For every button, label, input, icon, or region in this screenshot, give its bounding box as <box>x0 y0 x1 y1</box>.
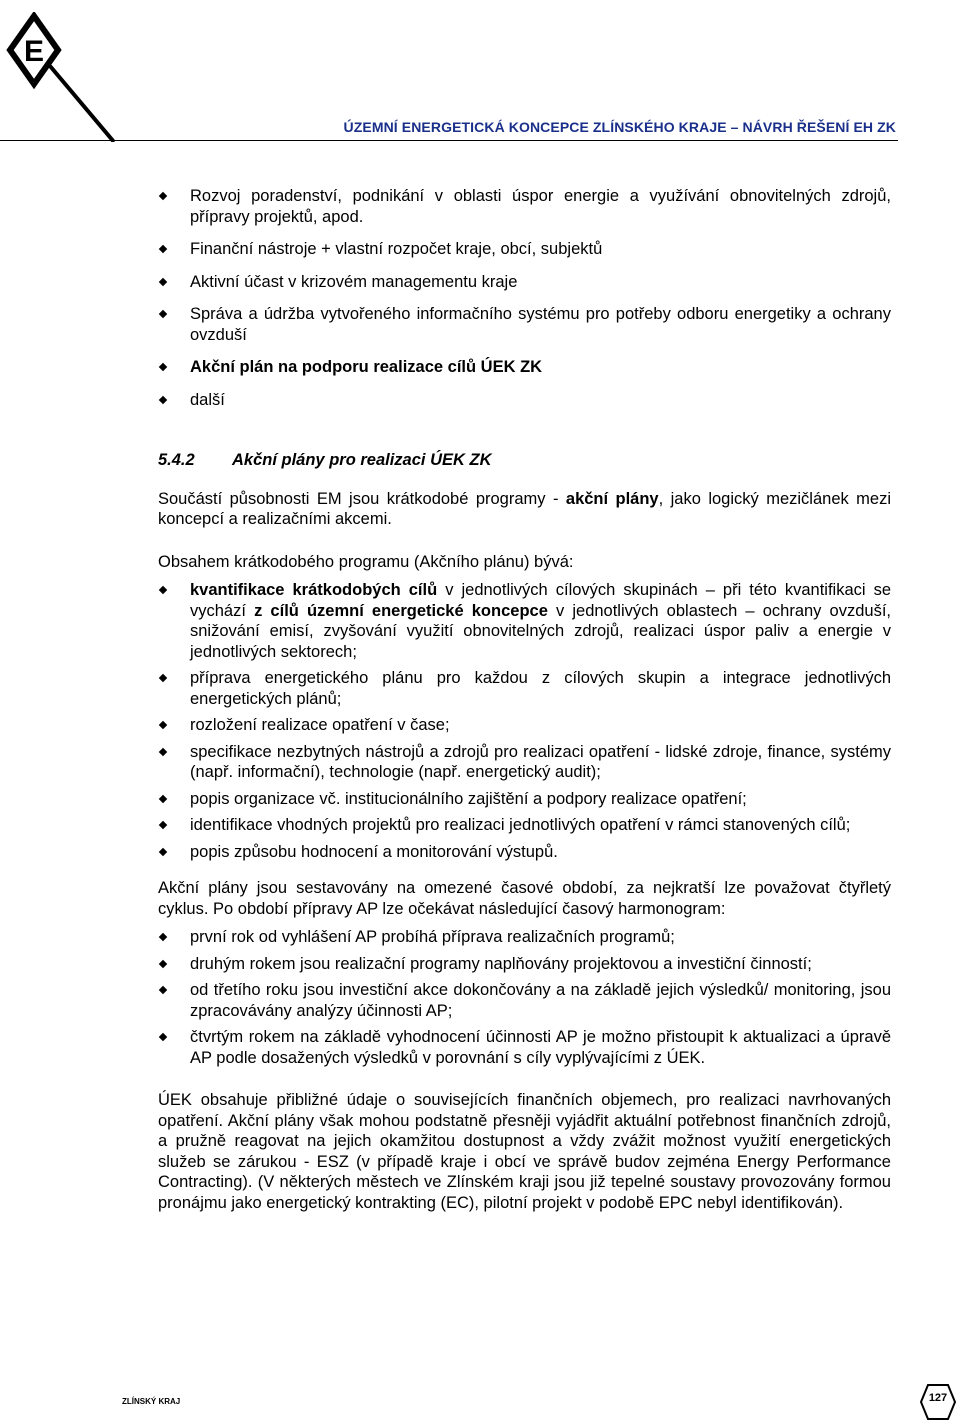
list-item: popis organizace vč. institucionálního zajištění a podpory realizace opatření; <box>158 789 891 810</box>
section-title: Akční plány pro realizaci ÚEK ZK <box>232 451 492 469</box>
paragraph-intro <box>158 489 891 530</box>
list-item: Aktivní účast v krizovém managementu kraje <box>158 272 891 293</box>
list-item: první rok od vyhlášení AP probíhá příprava realizačních programů; <box>158 927 891 948</box>
paragraph-contents: Obsahem krátkodobého programu (Akčního plánu) bývá: <box>158 552 574 571</box>
header-title: ÚZEMNÍ ENERGETICKÁ KONCEPCE ZLÍNSKÉHO KRAJE – NÁVRH ŘEŠENÍ EH ZK <box>343 119 896 135</box>
text-run: v jednotlivých oblastech – ochrany ovzduší, snižování emisí, zvyšování využití obnovitelných zdrojů, realizaci úspor paliv a energie v jednotlivých sektorech; <box>190 601 891 661</box>
text-run-bold: akční plány <box>565 489 659 508</box>
list-item: Finanční nástroje + vlastní rozpočet kraje, obcí, subjektů <box>158 239 891 260</box>
list-item <box>158 580 891 662</box>
footer-region-label: ZLÍNSKÝ KRAJ <box>122 1397 181 1406</box>
page-number: 127 <box>928 1392 948 1404</box>
logo-letter: E <box>23 35 45 68</box>
paragraph-timeline: Akční plány jsou sestavovány na omezené časové období, za nejkratší lze považovat čtyřletý cyklus. Po období přípravy AP lze očekávat následující časový harmonogram: <box>158 879 891 918</box>
list-item: od třetího roku jsou investiční akce dokončovány a na základě jejich výsledků/ monitoring, jsou zpracovávány analýzy účinnosti AP; <box>158 980 891 1021</box>
timeline-bullet-list <box>158 927 891 1068</box>
paragraph-financing: ÚEK obsahuje přibližné údaje o souvisejících finančních objemech, pro realizaci navrhovaných opatření. Akční plány však mohou podstatně přesněji vyjádřit aktuální potřebnost finančních zdrojů, a pružně reagovat na jejich okamžitou dostupnost a vždy zvážit možnost využití energetických služeb se zárukou - ESZ (v případě kraje i obcí ve správě budov zejména Energy Performance Contracting). (V některých městech ve Zlínském kraji jsou již tepelné soustavy provozovány formou pronájmu jako energetický kontrakting (EC), pilotní projekt v podobě EPC nebyl identifikován). <box>158 1091 891 1212</box>
top-bullet-list <box>158 186 891 410</box>
list-item: popis způsobu hodnocení a monitorování výstupů. <box>158 842 891 863</box>
section-heading <box>158 450 891 471</box>
text-run-bold: z cílů územní energetické koncepce <box>254 601 548 620</box>
logo-e-diamond <box>6 12 116 142</box>
list-item: rozložení realizace opatření v čase; <box>158 715 891 736</box>
header-rule <box>0 140 898 141</box>
text-run-bold: kvantifikace krátkodobých cílů <box>190 581 438 599</box>
list-item: Rozvoj poradenství, podnikání v oblasti úspor energie a využívání obnovitelných zdrojů, přípravy projektů, apod. <box>158 186 891 227</box>
list-item: specifikace nezbytných nástrojů a zdrojů pro realizaci opatření - lidské zdroje, finance, systémy (např. informační), technologie (např. energetický audit); <box>158 742 891 783</box>
list-item-bold: Akční plán na podporu realizace cílů ÚEK ZK <box>158 357 891 378</box>
list-item: identifikace vhodných projektů pro realizaci jednotlivých opatření v rámci stanovených cílů; <box>158 815 891 836</box>
list-item: příprava energetického plánu pro každou z cílových skupin a integrace jednotlivých energetických plánů; <box>158 668 891 709</box>
list-item: čtvrtým rokem na základě vyhodnocení účinnosti AP je možno přistoupit k aktualizaci a úpravě AP podle dosažených výsledků v porovnání s cíly vyplývajícími z ÚEK. <box>158 1027 891 1068</box>
contents-bullet-list <box>158 580 891 862</box>
text-run: Součástí působnosti EM jsou krátkodobé programy - <box>158 489 566 508</box>
section-number: 5.4.2 <box>158 451 195 469</box>
list-item: Správa a údržba vytvořeného informačního systému pro potřeby odboru energetiky a ochrany ovzduší <box>158 304 891 345</box>
text-run: , jako logický mezičlánek mezi koncepcí a realizačními akcemi. <box>158 489 892 528</box>
text-run: v jednotlivých cílových skupinách – při této kvantifikaci se vychází <box>190 581 892 620</box>
list-item: další <box>158 390 891 411</box>
page-content <box>158 186 891 1213</box>
list-item: druhým rokem jsou realizační programy naplňovány projektovou a investiční činností; <box>158 954 891 975</box>
